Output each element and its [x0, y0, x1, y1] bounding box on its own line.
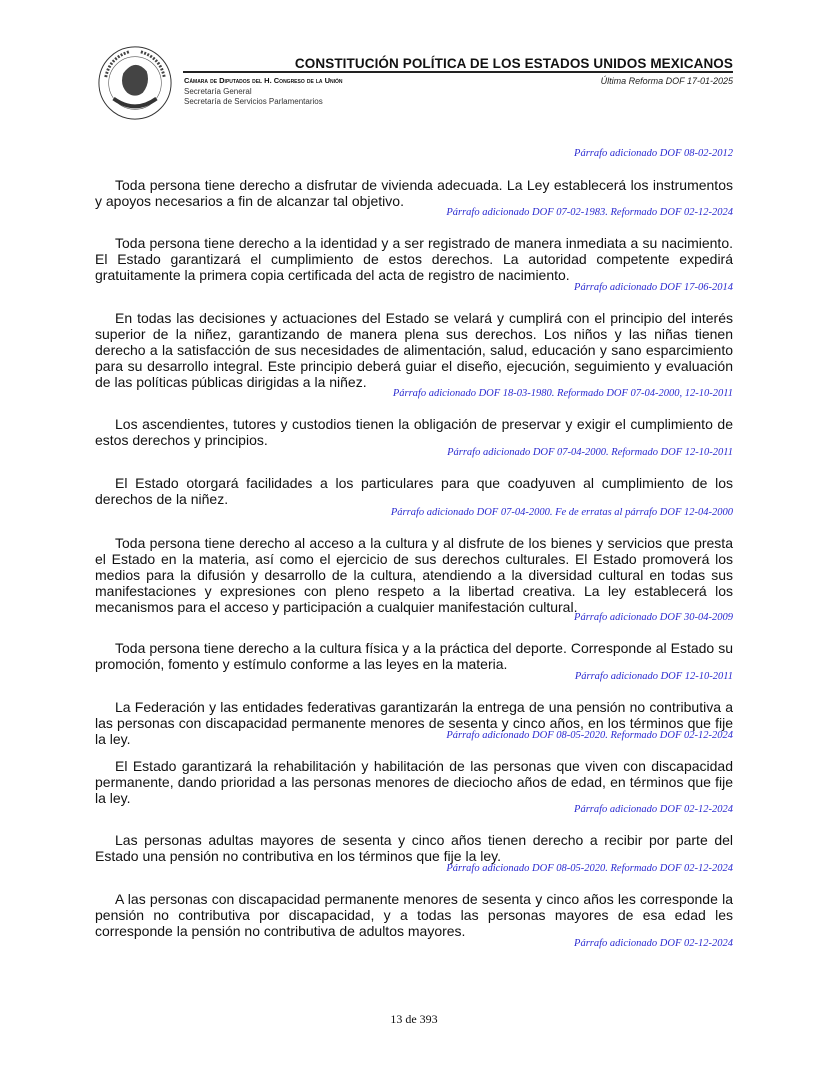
- amendment-note: Párrafo adicionado DOF 07-02-1983. Reformado DOF 02-12-2024: [446, 207, 733, 218]
- amendment-note: Párrafo adicionado DOF 07-04-2000. Fe de erratas al párrafo DOF 12-04-2000: [390, 507, 733, 518]
- last-reform: Última Reforma DOF 17-01-2025: [600, 76, 733, 86]
- document-title: CONSTITUCIÓN POLÍTICA DE LOS ESTADOS UNIDOS MEXICANOS: [294, 56, 733, 71]
- paragraph: Los ascendientes, tutores y custodios tienen la obligación de preservar y exigir el cumplimiento de estos derechos y principios.: [95, 416, 733, 448]
- amendment-note: Párrafo adicionado DOF 30-04-2009: [574, 612, 733, 623]
- amendment-note: Párrafo adicionado DOF 12-10-2011: [574, 671, 733, 682]
- paragraph: Toda persona tiene derecho a la identidad y a ser registrado de manera inmediata a su nacimiento. El Estado garantizará el cumplimiento de estos derechos. La autoridad competente expedirá gratuitamente la primera copia certificada del acta de registro de nacimiento.: [95, 235, 733, 283]
- paragraph: El Estado otorgará facilidades a los particulares para que coadyuven al cumplimiento de los derechos de la niñez.: [95, 475, 733, 507]
- paragraph: A las personas con discapacidad permanente menores de sesenta y cinco años les corresponde la pensión no contributiva por discapacidad, y a todas las personas mayores de esa edad les corresponde la pensión no contributiva de adultos mayores.: [95, 891, 733, 939]
- amendment-note: Párrafo adicionado DOF 18-03-1980. Reformado DOF 07-04-2000, 12-10-2011: [392, 388, 733, 399]
- amendment-note: Párrafo adicionado DOF 02-12-2024: [574, 938, 733, 949]
- paragraph: Toda persona tiene derecho al acceso a la cultura y al disfrute de los bienes y servicios que presta el Estado en la materia, así como el ejercicio de sus derechos culturales. El Estado promoverá los medios para la difusión y desarrollo de la cultura, atendiendo a la diversidad cultural en todas sus manifestaciones y expresiones con pleno respeto a la libertad creativa. La ley establecerá los mecanismos para el acceso y participación a cualquier manifestación cultural.: [95, 535, 733, 615]
- intro-amendment-note: Párrafo adicionado DOF 08-02-2012: [574, 148, 733, 159]
- national-seal-logo: [96, 44, 174, 122]
- paragraph: Toda persona tiene derecho a la cultura física y a la práctica del deporte. Corresponde al Estado su promoción, fomento y estímulo conforme a las leyes en la materia.: [95, 640, 733, 672]
- amendment-note: Párrafo adicionado DOF 02-12-2024: [574, 804, 733, 815]
- paragraph: El Estado garantizará la rehabilitación y habilitación de las personas que viven con discapacidad permanente, dando prioridad a las personas menores de dieciocho años de edad, en términos que fije la ley.: [95, 758, 733, 806]
- amendment-note: Párrafo adicionado DOF 08-05-2020. Reformado DOF 02-12-2024: [446, 863, 733, 874]
- chamber-name: Cámara de Diputados del H. Congreso de la Unión: [184, 76, 343, 85]
- paragraph: La Federación y las entidades federativas garantizarán la entrega de una pensión no contributiva a las personas con discapacidad permanente menores de sesenta y cinco años, en los términos que fije la ley.: [95, 699, 733, 747]
- amendment-note: Párrafo adicionado DOF 17-06-2014: [574, 282, 733, 293]
- amendment-note: Párrafo adicionado DOF 07-04-2000. Reformado DOF 12-10-2011: [447, 447, 733, 458]
- paragraph: En todas las decisiones y actuaciones del Estado se velará y cumplirá con el principio del interés superior de la niñez, garantizando de manera plena sus derechos. Los niños y las niñas tienen derecho a la satisfacción de sus necesidades de alimentación, salud, educación y sano esparcimiento para su desarrollo integral. Este principio deberá guiar el diseño, ejecución, seguimiento y evaluación de las políticas públicas dirigidas a la niñez.: [95, 310, 733, 390]
- secretariat-general: Secretaría General: [184, 87, 252, 96]
- paragraph: Las personas adultas mayores de sesenta y cinco años tienen derecho a recibir por parte del Estado una pensión no contributiva en los términos que fije la ley.: [95, 832, 733, 864]
- amendment-note: Párrafo adicionado DOF 08-05-2020. Reformado DOF 02-12-2024: [446, 730, 733, 741]
- header-rule: [183, 71, 733, 73]
- paragraph: Toda persona tiene derecho a disfrutar de vivienda adecuada. La Ley establecerá los instrumentos y apoyos necesarios a fin de alcanzar tal objetivo.: [95, 177, 733, 209]
- secretariat-services: Secretaría de Servicios Parlamentarios: [184, 97, 323, 106]
- page-number: 13 de 393: [390, 1012, 438, 1026]
